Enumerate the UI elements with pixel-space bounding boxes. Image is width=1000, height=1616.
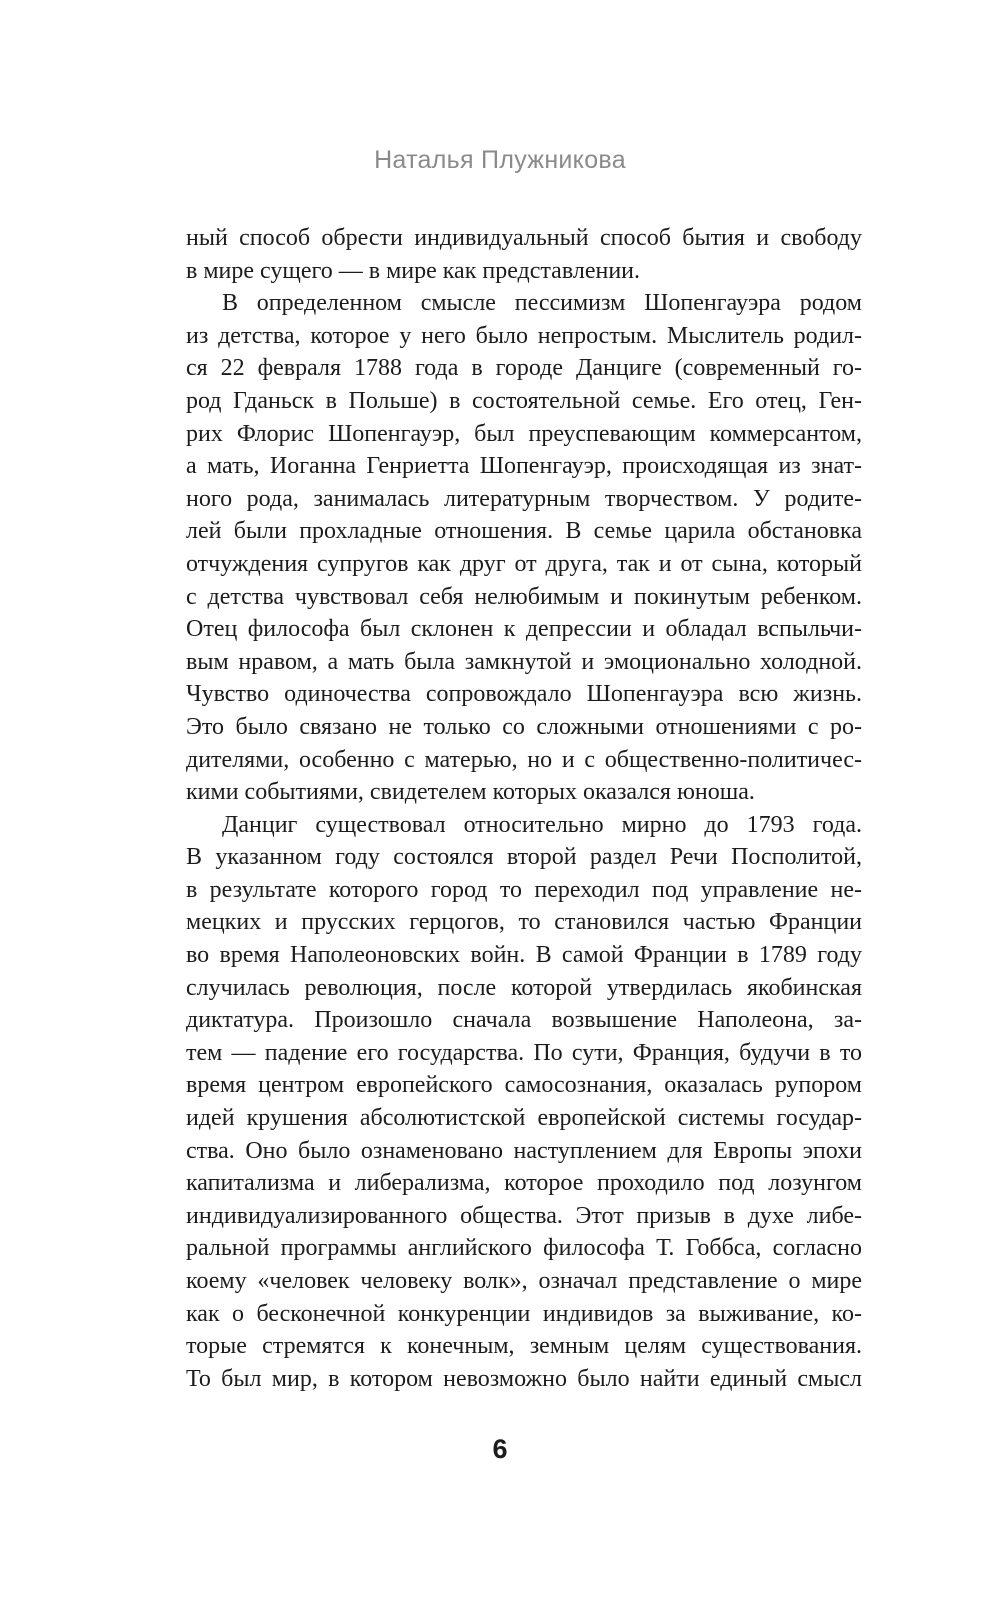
- text-line: время центром европейского самосознания, оказалась рупором: [186, 1072, 862, 1099]
- text-line: случилась революция, после которой утвердилась якобинская: [186, 974, 862, 1001]
- text-line: индивидуализированного общества. Этот призыв в духе либе-: [186, 1202, 862, 1229]
- text-line: тем — падение его государства. По сути, Франция, будучи в то: [186, 1039, 862, 1066]
- text-line: ства. Оно было ознаменовано наступлением для Европы эпохи: [186, 1137, 862, 1164]
- paragraph-2: [186, 287, 862, 809]
- text-line: а мать, Иоганна Генриетта Шопенгауэр, происходящая из знат-: [186, 453, 862, 480]
- text-line: дителями, особенно с матерью, но и с общественно-политичес-: [186, 746, 862, 773]
- text-line: Отец философа был склонен к депрессии и обладал вспыльчи-: [186, 616, 862, 643]
- text-line: мецких и прусских герцогов, то становился частью Франции: [186, 909, 862, 936]
- text-line: То был мир, в котором невозможно было найти единый смысл: [186, 1365, 862, 1392]
- text-line: из детства, которое у него было непростым. Мыслитель родил-: [186, 322, 862, 349]
- paragraph-3: [186, 809, 862, 1396]
- text-line: торые стремятся к конечным, земным целям существования.: [186, 1333, 862, 1360]
- text-line: идей крушения абсолютистской европейской системы государ-: [186, 1105, 862, 1132]
- body-text: [186, 222, 862, 1395]
- page-number: 6: [492, 1434, 508, 1464]
- text-line: кими событиями, свидетелем которых оказался юноша.: [186, 779, 755, 806]
- paragraph-1: [186, 222, 862, 287]
- text-line: с детства чувствовал себя нелюбимым и покинутым ребенком.: [186, 583, 862, 610]
- text-line: капитализма и либерализма, которое проходило под лозунгом: [186, 1170, 862, 1197]
- text-line: в результате которого город то переходил под управление не-: [186, 876, 862, 903]
- text-line: ный способ обрести индивидуальный способ бытия и свободу: [186, 225, 862, 251]
- text-line: вым нравом, а мать была замкнутой и эмоционально холодной.: [186, 648, 862, 675]
- text-line: Это было связано не только со сложными отношениями с ро-: [186, 713, 862, 740]
- text-line: лей были прохладные отношения. В семье царила обстановка: [186, 518, 862, 545]
- text-line: ральной программы английского философа Т. Гоббса, согласно: [186, 1235, 862, 1262]
- text-line: во время Наполеоновских войн. В самой Франции в 1789 году: [186, 942, 862, 969]
- text-line: В указанном году состоялся второй раздел Речи Посполитой,: [186, 844, 862, 871]
- text-line: В определенном смысле пессимизм Шопенгауэра родом: [222, 290, 862, 317]
- text-line: род Гданьск в Польше) в состоятельной семье. Его отец, Ген-: [186, 387, 862, 414]
- text-line: ного рода, занималась литературным творчеством. У родите-: [186, 485, 862, 512]
- text-line: в мире сущего — в мире как представлении.: [186, 257, 641, 284]
- text-line: ся 22 февраля 1788 года в городе Данциге (современный го-: [186, 355, 862, 382]
- text-line: отчуждения супругов как друг от друга, так и от сына, который: [186, 550, 862, 577]
- text-line: Чувство одиночества сопровождало Шопенгауэра всю жизнь.: [186, 681, 862, 708]
- text-line: коему «человек человеку волк», означал представление о мире: [186, 1268, 862, 1294]
- text-line: рих Флорис Шопенгауэр, был преуспевающим коммерсантом,: [186, 420, 862, 447]
- text-line: как о бесконечной конкуренции индивидов за выживание, ко-: [186, 1300, 862, 1327]
- running-head-author: Наталья Плужникова: [374, 146, 626, 174]
- text-line: Данциг существовал относительно мирно до 1793 года.: [222, 811, 862, 838]
- text-line: диктатура. Произошло сначала возвышение Наполеона, за-: [186, 1007, 862, 1034]
